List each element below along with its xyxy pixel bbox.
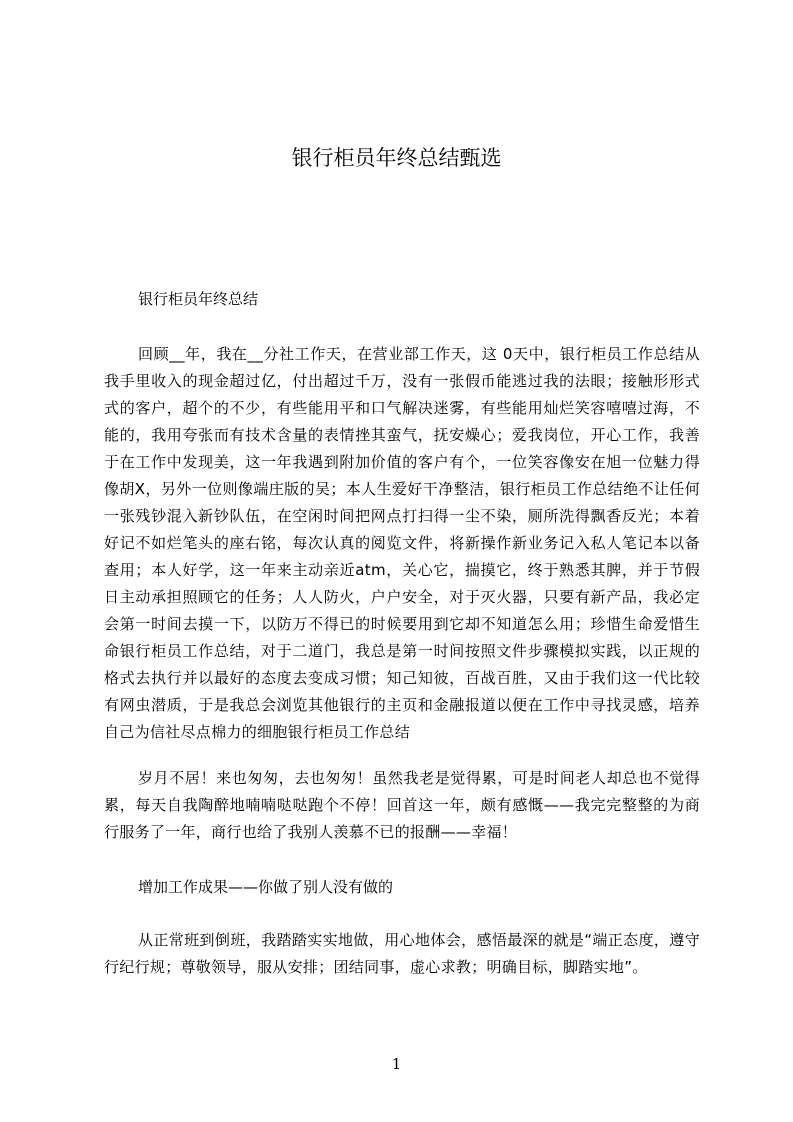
paragraph-review: 回顾__年，我在__分社工作天，在营业部工作天，这 0天中，银行柜员工作总结从我手里收入的现金超过亿，付出超过千万，没有一张假币能逃过我的法眼；接触形形式式的客户，超个的不少，有些能用平和口气解决迷雾，有些能用灿烂笑容嘻嘻过海，不能的，我用夸张而有技术含量的表情挫其蛮气，抚安燥心；爱我岗位，开心工作，我善于在工作中发现美，这一年我遇到附加价值的客户有个，一位笑容像安在旭一位魅力得像胡X，另外一位则像端庄版的吴；本人生爱好干净整洁，银行柜员工作总结绝不让任何一张残钞混入新钞队伍，在空闲时间把网点打扫得一尘不染，厕所洗得飘香反光；本着好记不如烂笔头的座右铭，每次认真的阅览文件，将新操作新业务记入私人笔记本以备查用；本人好学，这一年来主动亲近atm，关心它，揣摸它，终于熟悉其脾，并于节假日主动承担照顾它的任务；人人防火，户户安全，对于灭火器，只要有新产品，我必定会第一时间去摸一下，以防万不得已的时候要用到它却不知道怎么用；珍惜生命爱惜生命银行柜员工作总结，对于二道门，我总是第一时间按照文件步骤模拟实践，以正规的格式去执行并以最好的态度去变成习惯；知己知彼，百战百胜，又由于我们这一代比较有网虫潜质，于是我总会浏览其他银行的主页和金融报道以便在工作中寻找灵感，培养自己为信社尽点棉力的细胞银行柜员工作总结 [104,345,700,741]
document-title: 银行柜员年终总结甄选 [291,146,502,170]
page-number: 1 [391,1055,402,1073]
paragraph-years: 岁月不居！来也匆匆，去也匆匆！虽然我老是觉得累，可是时间老人却总也不觉得累，每天自我陶醉地喃喃哒哒跑个不停！回首这一年，颇有感慨——我完完整整的为商行服务了一年，商行也给了我别人羡慕不已的报酬——幸福！ [104,769,700,841]
subheading-achievements: 增加工作成果——你做了别人没有做的 [138,878,394,896]
paragraph-attitude: 从正常班到倒班，我踏踏实实地做，用心地体会，感悟最深的就是“端正态度，遵守行纪行规；尊敬领导，服从安排；团结同事，虚心求教；明确目标，脚踏实地”。 [104,931,700,976]
section-heading: 银行柜员年终总结 [138,290,259,308]
